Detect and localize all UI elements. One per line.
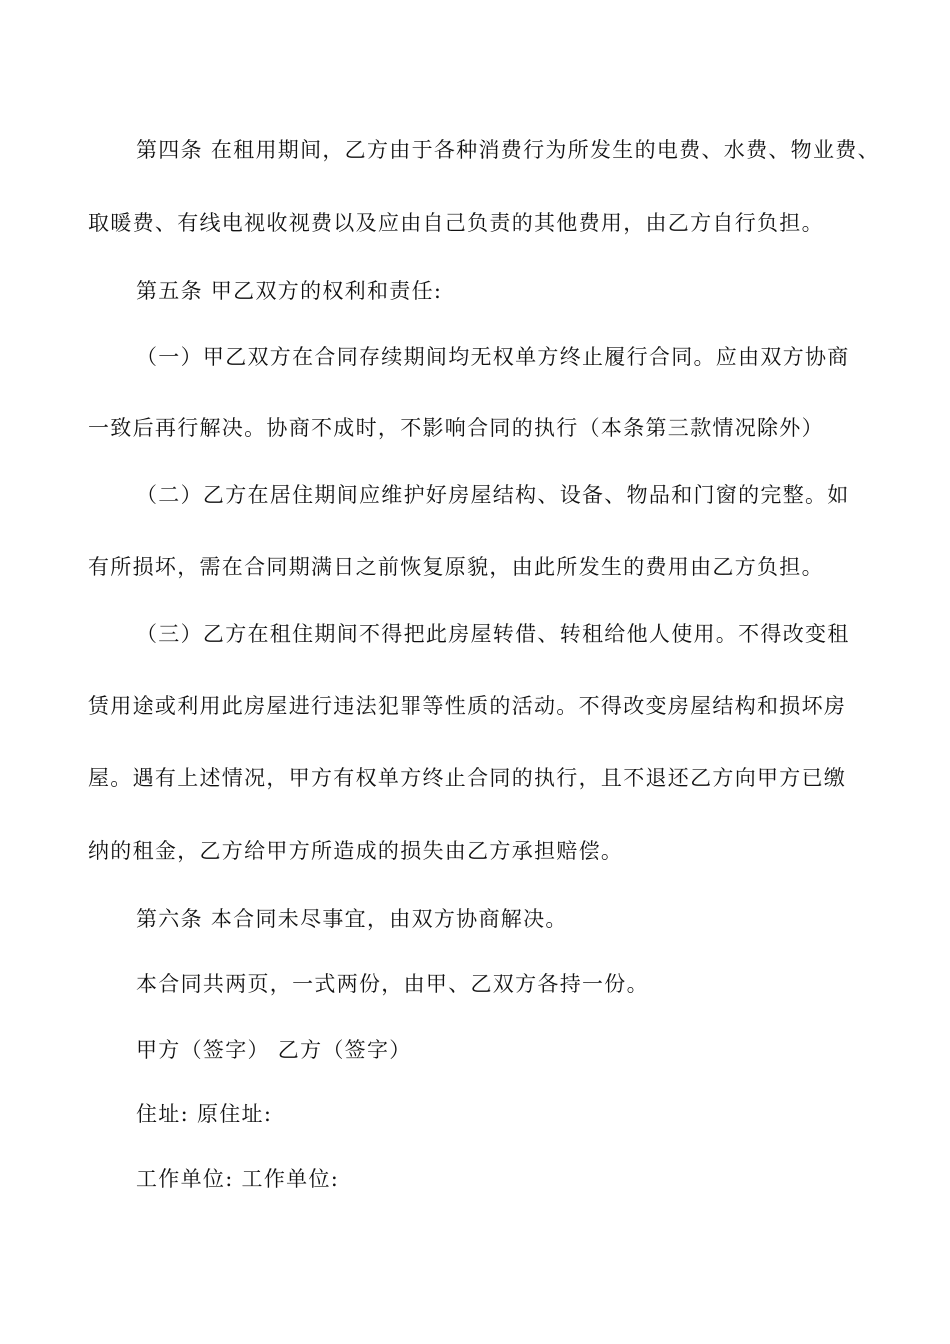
clause-1-line-1: （一）甲乙双方在合同存续期间均无权单方终止履行合同。应由双方协商	[136, 345, 850, 369]
clause-2-line-2: 有所损坏，需在合同期满日之前恢复原貌，由此所发生的费用由乙方负担。	[88, 555, 824, 579]
article-4-line-2: 取暖费、有线电视收视费以及应由自己负责的其他费用，由乙方自行负担。	[88, 211, 824, 235]
article-4-line-1: 第四条 在租用期间，乙方由于各种消费行为所发生的电费、水费、物业费、	[136, 138, 880, 162]
signature-line: 甲方（签字） 乙方（签字）	[136, 1038, 412, 1062]
address-line: 住址: 原住址:	[136, 1102, 273, 1126]
clause-1-line-2: 一致后再行解决。协商不成时，不影响合同的执行（本条第三款情况除外）	[88, 416, 824, 440]
article-5-heading: 第五条 甲乙双方的权利和责任:	[136, 279, 443, 303]
clause-3-line-3: 屋。遇有上述情况，甲方有权单方终止合同的执行，且不退还乙方向甲方已缴	[88, 766, 847, 790]
clause-2-line-1: （二）乙方在居住期间应维护好房屋结构、设备、物品和门窗的完整。如	[136, 483, 850, 507]
contract-copies-line: 本合同共两页，一式两份，由甲、乙双方各持一份。	[136, 972, 649, 996]
work-unit-line: 工作单位: 工作单位:	[136, 1167, 340, 1191]
clause-3-line-4: 纳的租金，乙方给甲方所造成的损失由乙方承担赔偿。	[88, 839, 624, 863]
article-6-line: 第六条 本合同未尽事宜，由双方协商解决。	[136, 907, 568, 931]
clause-3-line-2: 赁用途或利用此房屋进行违法犯罪等性质的活动。不得改变房屋结构和损坏房	[88, 694, 847, 718]
clause-3-line-1: （三）乙方在租住期间不得把此房屋转借、转租给他人使用。不得改变租	[136, 622, 850, 646]
